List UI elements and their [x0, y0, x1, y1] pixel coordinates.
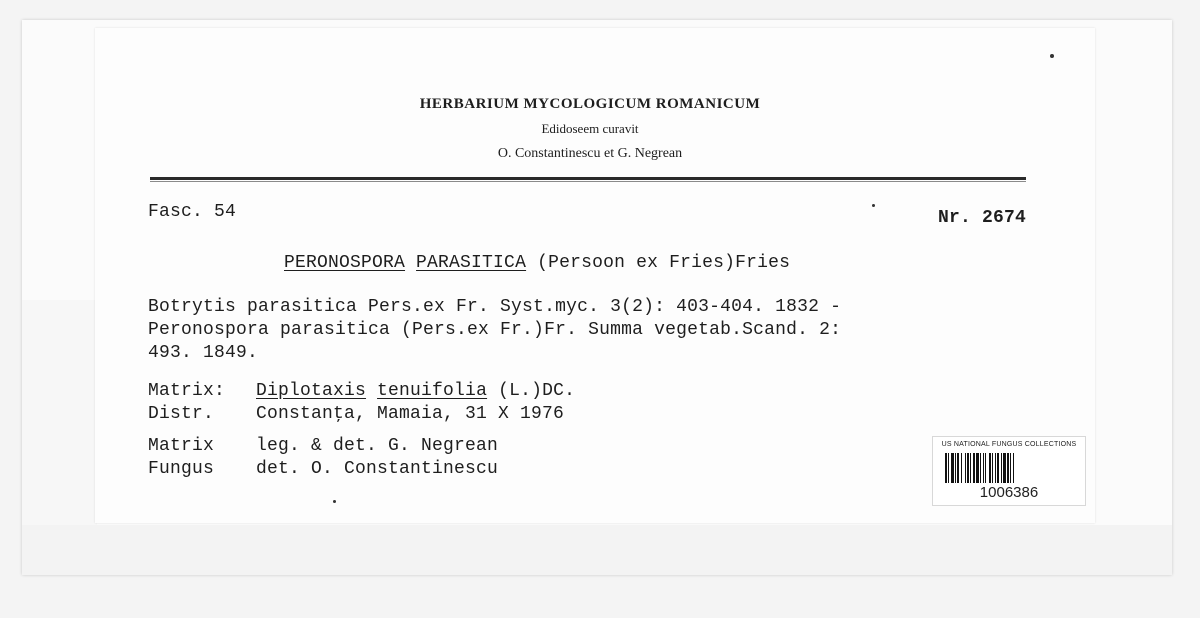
herbarium-editors: O. Constantinescu et G. Negrean — [497, 146, 683, 161]
barcode-institution: US NATIONAL FUNGUS COLLECTIONS — [941, 441, 1077, 448]
dust-speck — [333, 500, 336, 503]
collector-label: Matrix — [148, 436, 215, 456]
header-rule-thin — [150, 181, 1026, 182]
synonymy-line: 493. 1849. — [148, 343, 259, 363]
herbarium-title: HERBARIUM MYCOLOGICUM ROMANICUM — [419, 96, 761, 112]
synonymy-line: Peronospora parasitica (Pers.ex Fr.)Fr. Summa vegetab.Scand. 2: — [148, 320, 842, 340]
sheet-left-strip — [22, 300, 97, 525]
species-genus: PERONOSPORA — [284, 253, 406, 273]
header-rule — [150, 177, 1026, 180]
matrix-label: Matrix: — [148, 381, 226, 401]
matrix-host — [148, 381, 575, 401]
dust-speck — [872, 204, 875, 207]
synonymy-line: Botrytis parasitica Pers.ex Fr. Syst.myc. 3(2): 403-404. 1832 - — [148, 297, 842, 317]
sheet-bottom-strip — [22, 525, 1172, 575]
determiner-line — [148, 459, 498, 479]
specimen-number: Nr. 2674 — [937, 208, 1026, 228]
fascicle-number: Fasc. 54 — [148, 202, 237, 222]
collector-value: leg. & det. G. Negrean — [256, 436, 499, 456]
host-epithet: tenuifolia — [377, 381, 488, 401]
distribution-label: Distr. — [148, 404, 215, 424]
distribution — [148, 404, 564, 424]
barcode-number: 1006386 — [979, 484, 1039, 501]
host-authority: (L.)DC. — [487, 381, 576, 401]
determiner-value: det. O. Constantinescu — [256, 459, 499, 479]
host-genus: Diplotaxis — [256, 381, 367, 401]
dust-speck — [1050, 54, 1054, 58]
barcode-icon — [945, 453, 1073, 483]
collector-line — [148, 436, 498, 456]
determiner-label: Fungus — [148, 459, 215, 479]
distribution-value: Constanţa, Mamaia, 31 X 1976 — [256, 404, 565, 424]
species-authority: (Persoon ex Fries)Fries — [526, 253, 791, 273]
barcode-label — [932, 436, 1086, 506]
herbarium-subtitle: Edidoseem curavit — [541, 121, 639, 136]
species-epithet: PARASITICA — [416, 253, 527, 273]
species-name — [284, 253, 790, 273]
